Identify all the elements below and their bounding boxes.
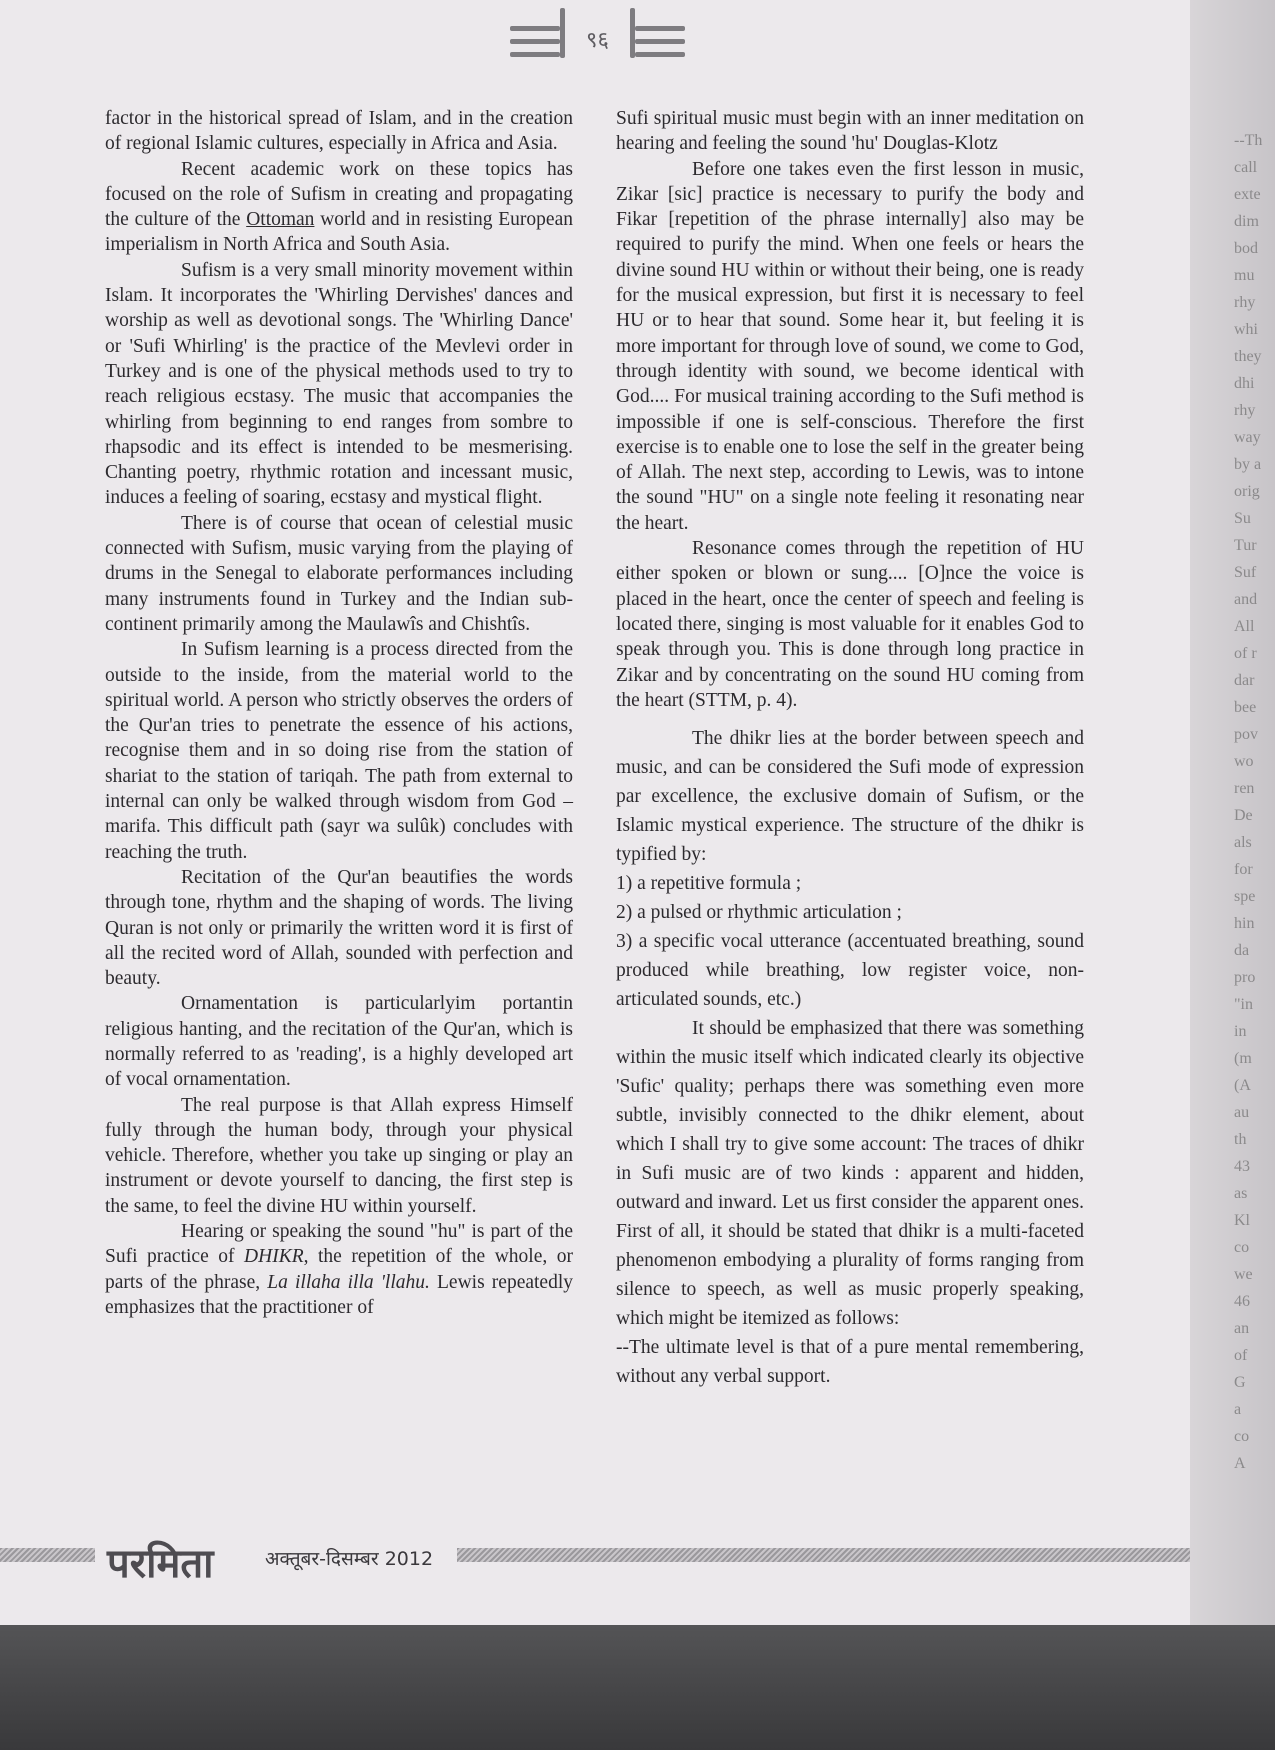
scanner-background	[0, 1625, 1275, 1750]
next-page-fragment: dhi	[1234, 375, 1255, 392]
header-ornament-stem-left	[560, 8, 565, 58]
dhikr-phrase: La illaha illa 'llahu.	[267, 1271, 430, 1293]
next-page-fragment: Suf	[1234, 564, 1257, 581]
footer-stripe-left	[0, 1548, 95, 1562]
paragraph: The dhikr lies at the border between speech and music, and can be considered the Sufi mode of expression par excellence, the exclusive domain of Sufism, or the Islamic mystical experience. The structure of the dhikr is typified by:	[616, 728, 1084, 866]
list-item: 1) a repetitive formula ;	[616, 873, 802, 895]
next-page-fragment: dar	[1234, 672, 1255, 689]
next-page-fragment: All	[1234, 618, 1255, 635]
next-page-fragment: wo	[1234, 753, 1254, 770]
next-page-fragment: co	[1234, 1239, 1250, 1256]
next-page-fragment: (A	[1234, 1077, 1251, 1094]
paragraph: Sufi spiritual music must begin with an inner meditation on hearing and feeling the sound 'hu' Douglas-Klotz	[616, 108, 1084, 155]
next-page-fragment: co	[1234, 1428, 1250, 1445]
next-page-fragment: 43	[1234, 1158, 1250, 1175]
paragraph: Before one takes even the first lesson in music, Zikar [sic] practice is necessary to purify the body and Fikar [repetition of the phrase internally] also may be required to purify the mind. When one feels or hears the divine sound HU within or without their being, one is ready for the musical expression, but first it is necessary to feel HU or to hear that sound. Some hear it, but feeling it is more important for through love of sound, we come to God, through identity with sound, we become identical with God.... For musical training according to the Sufi method is impossible if one is self-conscious. Therefore the first exercise is to enable one to lose the self in the greater being of Allah. The next step, according to Lewis, was to intone the sound "HU" on a single note feeling it resonating near the heart.	[616, 158, 1084, 534]
next-page-fragment: au	[1234, 1104, 1250, 1121]
right-column-lower	[616, 724, 1084, 1391]
paragraph: Recent academic work on these topics has focused on the role of Sufism in creating and propagating the culture of the Ottoman world and in resisting European imperialism in North Africa and South Asia.	[105, 158, 573, 256]
next-page-fragment: spe	[1234, 888, 1256, 905]
paragraph: It should be emphasized that there was something within the music itself which indicated clearly its objective 'Sufic' quality; perhaps there was something even more subtle, invisibly connected to the dhikr element, about which I shall try to give some account: The traces of dhikr in Sufi music are of two kinds : apparent and hidden, outward and inward. Let us first consider the apparent ones. First of all, it should be stated that dhikr is a multi-faceted phenomenon embodying a plurality of forms ranging from silence to speech, as well as music properly speaking, which might be itemized as follows:	[616, 1018, 1084, 1330]
next-page-fragment: by a	[1234, 456, 1262, 473]
next-page-fragment: A	[1234, 1455, 1246, 1472]
next-page-edge	[1190, 0, 1275, 1625]
footer-band	[0, 1540, 1190, 1586]
paragraph: There is of course that ocean of celestial music connected with Sufism, music varying from the playing of drums in the Senegal to elaborate performances including many instruments found in Turkey and the Indian sub-continent primarily among the Maulawîs and Chishtîs.	[105, 512, 573, 635]
dhikr-term: DHIKR	[244, 1246, 304, 1268]
next-page-fragment: mu	[1234, 267, 1255, 284]
right-column	[616, 106, 1084, 1391]
page-number: ९६	[586, 28, 609, 53]
header-ornament-left	[510, 18, 560, 65]
next-page-fragment: an	[1234, 1320, 1250, 1337]
header-ornament-right	[635, 18, 685, 65]
left-column	[105, 106, 573, 1320]
paragraph: Ornamentation is particularlyim portantin religious hanting, and the recitation of the Qur'an, which is normally referred to as 'reading', is a highly developed art of vocal ornamentation.	[105, 993, 573, 1091]
next-page-fragment: bee	[1234, 699, 1257, 716]
paragraph: The real purpose is that Allah express Himself fully through the human body, through your physical vehicle. Therefore, whether you take up singing or play an instrument or devote yourself to dancing, the first step is the same, to feel the divine HU within yourself.	[105, 1094, 573, 1217]
next-page-fragment: a	[1234, 1401, 1242, 1418]
next-page-fragment: way	[1234, 429, 1261, 446]
next-page-fragment: for	[1234, 861, 1253, 878]
next-page-fragment: of r	[1234, 645, 1257, 662]
magazine-logo: परमिता	[107, 1541, 214, 1587]
next-page-fragment: dim	[1234, 213, 1259, 230]
next-page-fragment: als	[1234, 834, 1252, 851]
next-page-fragment: as	[1234, 1185, 1248, 1202]
issue-date: अक्तूबर-दिसम्बर 2012	[265, 1548, 434, 1570]
next-page-fragment: whi	[1234, 321, 1258, 338]
next-page-fragment: bod	[1234, 240, 1258, 257]
next-page-fragment: in	[1234, 1023, 1247, 1040]
page-number-header	[510, 8, 685, 63]
next-page-fragment: th	[1234, 1131, 1247, 1148]
next-page-fragment: of	[1234, 1347, 1248, 1364]
footer-stripe-right	[457, 1548, 1190, 1562]
paragraph: --The ultimate level is that of a pure mental remembering, without any verbal support.	[616, 1337, 1084, 1388]
next-page-fragment: we	[1234, 1266, 1253, 1283]
next-page-fragment: rhy	[1234, 294, 1256, 311]
next-page-fragment: and	[1234, 591, 1258, 608]
paragraph: Recitation of the Qur'an beautifies the words through tone, rhythm and the shaping of words. The living Quran is not only or primarily the written word it is first of all the recited word of Allah, sounded with perfection and beauty.	[105, 866, 573, 990]
next-page-fragment: Tur	[1234, 537, 1257, 554]
next-page-fragment: call	[1234, 159, 1258, 176]
next-page-fragment: (m	[1234, 1050, 1252, 1067]
next-page-fragment: "in	[1234, 996, 1253, 1013]
next-page-fragment: Su	[1234, 510, 1251, 527]
next-page-fragment: 46	[1234, 1293, 1250, 1310]
next-page-fragment: hin	[1234, 915, 1255, 932]
ottoman-link: Ottoman	[246, 209, 315, 231]
paragraph: In Sufism learning is a process directed from the outside to the inside, from the material world to the spiritual world. A person who strictly observes the orders of the Qur'an tries to penetrate the essence of his actions, recognise them and in so doing rise from the station of shariat to the station of tariqah. The path from external to internal can only be walked through wisdom from God – marifa. This difficult path (sayr wa sulûk) concludes with reaching the truth.	[105, 639, 573, 863]
paragraph: Hearing or speaking the sound "hu" is part of the Sufi practice of DHIKR, the repetition of the whole, or parts of the phrase, La illaha illa 'llahu. Lewis repeatedly emphasizes that the practitioner of	[105, 1221, 574, 1318]
next-page-fragment: orig	[1234, 483, 1260, 500]
list-item: 2) a pulsed or rhythmic articulation ;	[616, 902, 902, 924]
paragraph: Resonance comes through the repetition of HU either spoken or blown or sung.... [O]nce the voice is placed in the heart, once the center of speech and feeling is located there, singing is most valuable for it enables God to speak through you. This is done through long practice in Zikar and by concentrating on the sound HU coming from the heart (STTM, p. 4).	[616, 538, 1084, 711]
next-page-fragment: pov	[1234, 726, 1258, 743]
next-page-fragment: exte	[1234, 186, 1261, 203]
next-page-fragment: they	[1234, 348, 1262, 365]
next-page-fragment: pro	[1234, 969, 1256, 986]
next-page-fragment: Kl	[1234, 1212, 1250, 1229]
list-item: 3) a specific vocal utterance (accentuated breathing, sound produced while breathing, low register voice, non-articulated sounds, etc.)	[616, 931, 1084, 1011]
next-page-fragment: --Th	[1234, 132, 1263, 149]
next-page-fragment: G	[1234, 1374, 1246, 1391]
next-page-fragment: da	[1234, 942, 1250, 959]
paragraph: factor in the historical spread of Islam, and in the creation of regional Islamic cultures, especially in Africa and Asia.	[105, 108, 573, 155]
next-page-fragment: rhy	[1234, 402, 1256, 419]
paragraph: Sufism is a very small minority movement within Islam. It incorporates the 'Whirling Dervishes' dances and worship as well as devotional songs. The 'Whirling Dance' or 'Sufi Whirling' is the practice of the Mevlevi order in Turkey and is one of the physical methods used to try to reach religious ecstasy. The music that accompanies the whirling from beginning to end ranges from sombre to rhapsodic and its effect is intended to be mesmerising. Chanting poetry, rhythmic rotation and incessant music, induces a feeling of soaring, ecstasy and mystical flight.	[105, 259, 573, 509]
next-page-fragment: ren	[1234, 780, 1255, 797]
next-page-fragment: De	[1234, 807, 1253, 824]
